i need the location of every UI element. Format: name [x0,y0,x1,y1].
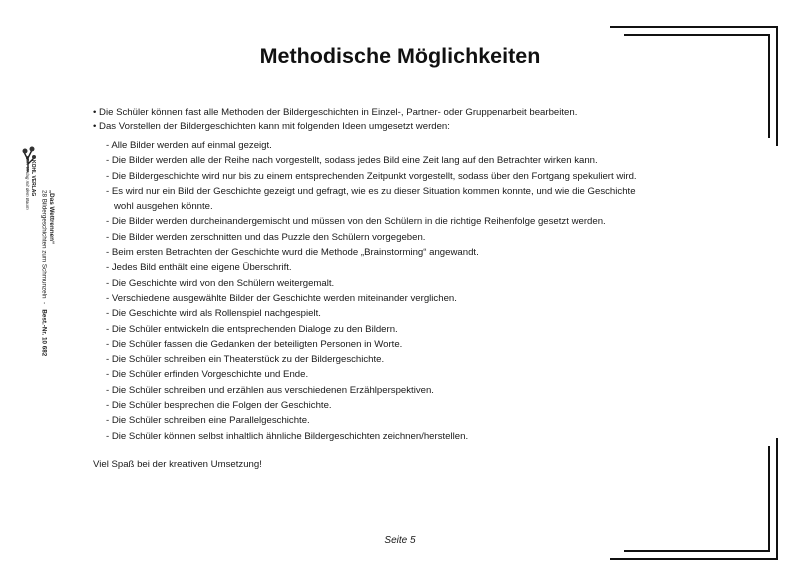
publisher-logo-text [30,160,36,196]
list-item: - Es wird nur ein Bild der Geschichte gezeigt und gefragt, wie es zu dieser Situation kommen konnte, und wie die Geschichte [106,185,636,197]
publisher-slogan: Der Verlag mit dem Baum [25,158,30,210]
logo-name: KOHL VERLAG [30,160,36,197]
list-item: - Alle Bilder werden auf einmal gezeigt. [106,140,272,151]
list-item: - Die Schüler schreiben eine Parallelgeschichte. [106,415,310,427]
intro-line: • Das Vorstellen der Bildergeschichten kann mit folgenden Ideen umgesetzt werden: [93,121,450,132]
list-item: - Die Schüler fassen die Gedanken der beteiligten Personen in Worte. [106,338,403,350]
list-item: - Die Geschichte wird von den Schülern weitergemalt. [106,277,335,289]
list-item: - Beim ersten Betrachten der Geschichte wurd die Methode „Brainstorming“ angewandt. [106,247,479,259]
intro-line: • Die Schüler können fast alle Methoden der Bildergeschichten in Einzel-, Partner- oder Gruppenarbeit bearbeiten. [93,107,578,118]
page-title: Methodische Möglichkeiten [259,44,541,68]
intro-text [93,106,713,134]
list-item: - Verschiedene ausgewählte Bilder der Geschichte werden miteinander verglichen. [106,292,457,304]
book-subtitle: 28 Bildergeschichten zum Schmunzeln [40,190,48,299]
list-item: - Die Bilder werden durcheinandergemischt und müssen von den Schülern in die richtige Reihenfolge gesetzt werden. [106,216,606,228]
list-item: - Die Schüler schreiben ein Theaterstück zu der Bildergeschichte. [106,354,385,366]
list-item: - Die Schüler entwickeln die entsprechenden Dialoge zu den Bildern. [106,323,398,335]
list-item: - Die Schüler schreiben und erzählen aus verschiedenen Erzählperspektiven. [106,384,434,396]
list-item: - Die Geschichte wird als Rollenspiel nachgespielt. [106,308,321,320]
list-item: - Die Bilder werden alle der Reihe nach vorgestellt, sodass jedes Bild eine Zeit lang auf den Betrachter wirken kann. [106,155,598,167]
list-item-continuation: wohl ausgehen könnte. [114,201,213,213]
book-info [40,190,55,510]
closing-text: Viel Spaß bei der kreativen Umsetzung! [93,459,262,470]
methods-list [106,138,706,444]
list-item: - Die Bilder werden zerschnitten und das Puzzle den Schülern vorgegeben. [106,231,426,243]
list-item: - Die Bildergeschichte wird nur bis zu einem entsprechenden Zeitpunkt vorgestellt, sodass über den Fortgang spekuliert wird. [106,170,637,182]
list-item: - Die Schüler besprechen die Folgen der Geschichte. [106,400,332,412]
list-item: - Die Schüler können selbst inhaltlich ähnliche Bildergeschichten zeichnen/herstellen. [106,430,469,442]
page-number: Seite 5 [384,535,416,546]
list-item: - Die Schüler erfinden Vorgeschichte und Ende. [106,369,309,381]
order-number: Best.-Nr. 10 682 [40,309,48,357]
separator: - [40,300,48,308]
book-title: „Das Wettrennen“ [48,190,55,245]
list-item: - Jedes Bild enthält eine eigene Überschrift. [106,262,292,274]
